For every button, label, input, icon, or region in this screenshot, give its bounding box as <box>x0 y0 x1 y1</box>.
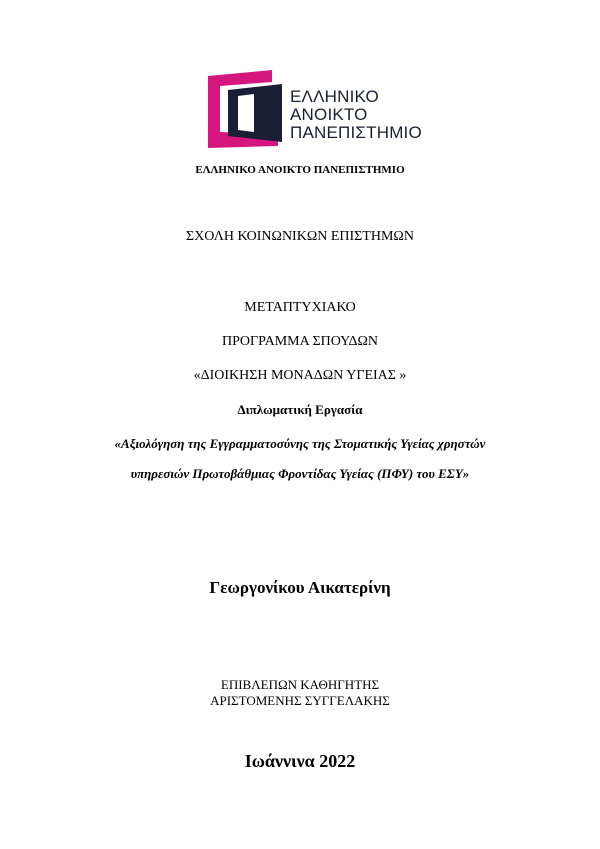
logo-wordmark <box>290 88 422 142</box>
logo-line-1: ΕΛΛΗΝΙΚΟ <box>290 87 379 106</box>
program-line-2: ΠΡΟΓΡΑΜΜΑ ΣΠΟΥΔΩΝ <box>221 334 378 349</box>
supervisor-name: ΑΡΙΣΤΟΜΕΝΗΣ ΣΥΓΓΕΛΑΚΗΣ <box>210 693 390 708</box>
logo-line-2: ΑΝΟΙΚΤΟ <box>290 105 368 124</box>
author-name: Γεωργονίκου Αικατερίνη <box>209 578 391 597</box>
university-name: ΕΛΛΗΝΙΚΟ ΑΝΟΙΚΤΟ ΠΑΝΕΠΙΣΤΗΜΙΟ <box>195 164 405 176</box>
thesis-title-line-1: «Αξιολόγηση της Εγγραμματοσύνης της Στοματικής Υγείας χρηστών <box>114 436 486 451</box>
university-logo-mark-icon <box>208 70 288 150</box>
supervisor-label: ΕΠΙΒΛΕΠΩΝ ΚΑΘΗΓΗΤΗΣ <box>220 677 380 692</box>
thesis-title-line-2: υπηρεσιών Πρωτοβάθμιας Φροντίδας Υγείας (ΠΦΥ) του ΕΣΥ» <box>130 466 470 481</box>
logo-line-3: ΠΑΝΕΠΙΣΤΗΜΙΟ <box>290 123 422 142</box>
university-logo <box>208 70 422 150</box>
program-line-1: ΜΕΤΑΠΤΥΧΙΑΚΟ <box>244 300 356 315</box>
thesis-type: Διπλωματική Εργασία <box>237 402 363 417</box>
school-name: ΣΧΟΛΗ ΚΟΙΝΩΝΙΚΩΝ ΕΠΙΣΤΗΜΩΝ <box>186 229 414 244</box>
place-year: Ιωάννινα 2022 <box>244 751 356 771</box>
program-line-3: «ΔΙΟΙΚΗΣΗ ΜΟΝΑΔΩΝ ΥΓΕΙΑΣ » <box>193 368 407 383</box>
